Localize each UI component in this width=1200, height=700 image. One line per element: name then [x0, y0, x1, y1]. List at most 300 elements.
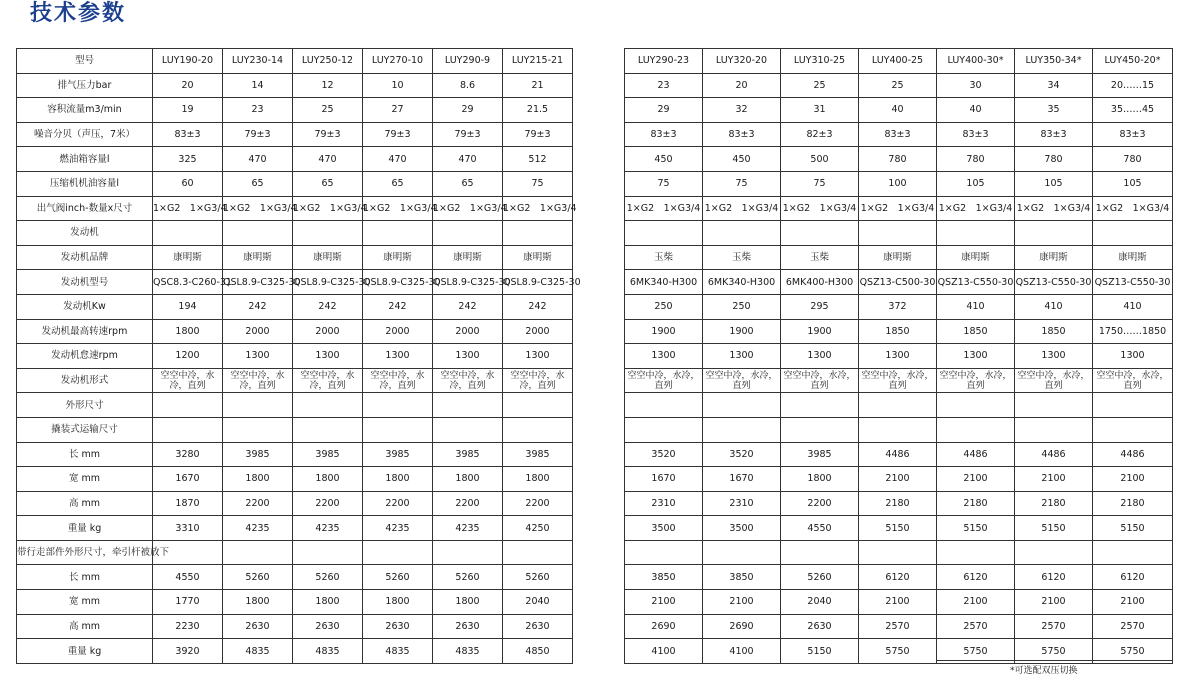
table-cell: 4235: [293, 516, 363, 541]
table-cell: [781, 221, 859, 246]
table-cell: 780: [1015, 147, 1093, 172]
model-header: LUY270-10: [363, 49, 433, 74]
table-cell: 1×G2 1×G3/4: [937, 196, 1015, 221]
table-cell: 2100: [1015, 467, 1093, 492]
table-cell: 1300: [363, 344, 433, 369]
table-cell: 1670: [703, 467, 781, 492]
table-cell: 105: [937, 171, 1015, 196]
row-label: 发动机型号: [17, 270, 153, 295]
table-cell: 6120: [937, 565, 1015, 590]
table-cell: 2200: [781, 491, 859, 516]
row-label: 外形尺寸: [17, 393, 153, 418]
table-cell: 79±3: [433, 122, 503, 147]
table-cell: 1900: [703, 319, 781, 344]
row-label: 发动机: [17, 221, 153, 246]
table-cell: 83±3: [703, 122, 781, 147]
table-row: [17, 614, 1173, 639]
table-cell: [433, 221, 503, 246]
table-cell: 2100: [937, 467, 1015, 492]
table-cell: 29: [433, 98, 503, 123]
table-cell: [223, 393, 293, 418]
table-cell: 2000: [503, 319, 573, 344]
row-label: 出气阀inch-数量x尺寸: [17, 196, 153, 221]
table-cell: [937, 417, 1015, 442]
table-cell: 2570: [859, 614, 937, 639]
table-cell: 6120: [859, 565, 937, 590]
table-cell: 5150: [1015, 516, 1093, 541]
model-header: LUY215-21: [503, 49, 573, 74]
table-cell: 23: [223, 98, 293, 123]
table-cell: 5150: [859, 516, 937, 541]
table-row: [17, 319, 1173, 344]
table-cell: 2570: [937, 614, 1015, 639]
table-cell: 105: [1015, 171, 1093, 196]
table-cell: [223, 417, 293, 442]
table-row: [17, 417, 1173, 442]
table-cell: 83±3: [153, 122, 223, 147]
row-label: 重量 kg: [17, 639, 153, 664]
table-cell: 19: [153, 98, 223, 123]
table-cell: [503, 540, 573, 565]
table-cell: 40: [937, 98, 1015, 123]
table-cell: [703, 393, 781, 418]
table-cell: [625, 417, 703, 442]
table-cell: 242: [433, 294, 503, 319]
table-row: [17, 294, 1173, 319]
table-cell: 295: [781, 294, 859, 319]
table-cell: 75: [625, 171, 703, 196]
table-cell: 5750: [937, 639, 1015, 664]
table-cell: 康明斯: [1015, 245, 1093, 270]
table-cell: [1015, 540, 1093, 565]
table-cell: [625, 393, 703, 418]
header-label: 型号: [17, 49, 153, 74]
table-cell: 1×G2 1×G3/4: [503, 196, 573, 221]
spacer-cell: [573, 540, 625, 565]
table-cell: 2200: [363, 491, 433, 516]
spacer-cell: [573, 294, 625, 319]
table-row: [17, 565, 1173, 590]
table-cell: 2180: [1015, 491, 1093, 516]
table-cell: 1750……1850: [1093, 319, 1173, 344]
table-cell: [937, 221, 1015, 246]
table-cell: 1800: [433, 467, 503, 492]
table-cell: [503, 393, 573, 418]
table-cell: 1900: [625, 319, 703, 344]
table-cell: 780: [937, 147, 1015, 172]
table-cell: 1300: [703, 344, 781, 369]
table-cell: 空空中冷，水冷，直列: [503, 368, 573, 393]
spacer-cell: [573, 221, 625, 246]
table-cell: 410: [1093, 294, 1173, 319]
table-row: [17, 590, 1173, 615]
table-cell: 2100: [937, 590, 1015, 615]
table-cell: 康明斯: [1093, 245, 1173, 270]
table-cell: 空空中冷，水冷，直列: [433, 368, 503, 393]
table-cell: 4486: [937, 442, 1015, 467]
table-cell: 1×G2 1×G3/4: [433, 196, 503, 221]
table-cell: 34: [1015, 73, 1093, 98]
table-cell: 242: [363, 294, 433, 319]
table-cell: 20……15: [1093, 73, 1173, 98]
table-cell: 2570: [1015, 614, 1093, 639]
table-cell: 25: [293, 98, 363, 123]
table-cell: 3985: [293, 442, 363, 467]
table-cell: [781, 393, 859, 418]
table-cell: 2630: [363, 614, 433, 639]
table-cell: 242: [293, 294, 363, 319]
table-row: [17, 393, 1173, 418]
table-cell: 5750: [859, 639, 937, 664]
table-row: [17, 122, 1173, 147]
row-label: 带行走部件外形尺寸，牵引杆被放下: [17, 540, 153, 565]
table-cell: 1×G2 1×G3/4: [293, 196, 363, 221]
table-cell: 194: [153, 294, 223, 319]
spec-table: [16, 48, 1173, 664]
table-cell: [363, 540, 433, 565]
table-cell: 1770: [153, 590, 223, 615]
table-cell: 空空中冷，水冷，直列: [781, 368, 859, 393]
table-cell: 康明斯: [937, 245, 1015, 270]
table-cell: 2200: [433, 491, 503, 516]
table-cell: 5260: [363, 565, 433, 590]
table-cell: 780: [1093, 147, 1173, 172]
row-label: 宽 mm: [17, 590, 153, 615]
table-cell: 242: [503, 294, 573, 319]
table-cell: 2690: [703, 614, 781, 639]
table-cell: 空空中冷，水冷，直列: [363, 368, 433, 393]
spacer-cell: [573, 171, 625, 196]
model-header: LUY230-14: [223, 49, 293, 74]
table-cell: 空空中冷，水冷，直列: [625, 368, 703, 393]
table-cell: 1850: [937, 319, 1015, 344]
table-cell: 4235: [363, 516, 433, 541]
table-cell: 4100: [625, 639, 703, 664]
table-cell: 6120: [1015, 565, 1093, 590]
table-cell: 2180: [1093, 491, 1173, 516]
model-header: LUY320-20: [703, 49, 781, 74]
table-cell: 2100: [703, 590, 781, 615]
spacer-cell: [573, 122, 625, 147]
table-cell: 29: [625, 98, 703, 123]
spacer-cell: [573, 467, 625, 492]
table-cell: 65: [363, 171, 433, 196]
spacer-cell: [573, 319, 625, 344]
table-row: [17, 196, 1173, 221]
table-cell: 40: [859, 98, 937, 123]
spacer-cell: [573, 516, 625, 541]
table-cell: [1093, 417, 1173, 442]
table-cell: 65: [433, 171, 503, 196]
table-cell: 25: [781, 73, 859, 98]
row-label: 发动机怠速rpm: [17, 344, 153, 369]
table-cell: 1300: [859, 344, 937, 369]
table-cell: 5750: [1093, 639, 1173, 664]
table-cell: 4835: [433, 639, 503, 664]
table-cell: [859, 393, 937, 418]
table-cell: 5750: [1015, 639, 1093, 664]
table-cell: QSL8.9-C325-30: [433, 270, 503, 295]
table-row: [17, 368, 1173, 393]
table-cell: 75: [781, 171, 859, 196]
table-row: [17, 98, 1173, 123]
table-cell: 1×G2 1×G3/4: [1015, 196, 1093, 221]
table-cell: 4835: [293, 639, 363, 664]
row-label: 容积流量m3/min: [17, 98, 153, 123]
spacer-cell: [573, 344, 625, 369]
spacer-cell: [573, 73, 625, 98]
table-cell: 27: [363, 98, 433, 123]
model-header: LUY400-30*: [937, 49, 1015, 74]
table-cell: 1800: [293, 467, 363, 492]
spacer-cell: [573, 614, 625, 639]
table-cell: 21.5: [503, 98, 573, 123]
table-row: [17, 467, 1173, 492]
table-cell: QSL8.9-C325-30: [503, 270, 573, 295]
table-cell: 空空中冷，水冷，直列: [293, 368, 363, 393]
model-header: LUY450-20*: [1093, 49, 1173, 74]
table-cell: 5260: [433, 565, 503, 590]
table-cell: QSC8.3-C260-31: [153, 270, 223, 295]
table-cell: [153, 417, 223, 442]
table-cell: 470: [433, 147, 503, 172]
table-cell: [1093, 221, 1173, 246]
table-cell: 1×G2 1×G3/4: [859, 196, 937, 221]
table-cell: 75: [503, 171, 573, 196]
model-header: LUY400-25: [859, 49, 937, 74]
row-label: 压缩机机油容量l: [17, 171, 153, 196]
table-cell: 1870: [153, 491, 223, 516]
row-label: 宽 mm: [17, 467, 153, 492]
table-cell: 2200: [293, 491, 363, 516]
table-cell: 1300: [433, 344, 503, 369]
table-cell: 450: [625, 147, 703, 172]
table-cell: 1670: [625, 467, 703, 492]
table-cell: [1093, 540, 1173, 565]
row-label: 长 mm: [17, 442, 153, 467]
table-cell: 空空中冷，水冷，直列: [703, 368, 781, 393]
table-cell: QSZ13-C550-30: [1093, 270, 1173, 295]
table-cell: 空空中冷，水冷，直列: [223, 368, 293, 393]
table-cell: 康明斯: [293, 245, 363, 270]
table-cell: [937, 540, 1015, 565]
table-cell: 1800: [363, 590, 433, 615]
table-cell: 23: [625, 73, 703, 98]
table-cell: 6MK400-H300: [781, 270, 859, 295]
table-cell: 3520: [625, 442, 703, 467]
table-cell: 2570: [1093, 614, 1173, 639]
table-cell: [1015, 221, 1093, 246]
model-header: LUY290-9: [433, 49, 503, 74]
row-label: 排气压力bar: [17, 73, 153, 98]
table-cell: 3500: [703, 516, 781, 541]
table-row: [17, 516, 1173, 541]
table-cell: QSL8.9-C325-30: [223, 270, 293, 295]
table-cell: [859, 221, 937, 246]
table-cell: 1800: [223, 467, 293, 492]
table-cell: 2000: [433, 319, 503, 344]
table-cell: 79±3: [293, 122, 363, 147]
table-cell: 5260: [503, 565, 573, 590]
table-cell: 10: [363, 73, 433, 98]
table-cell: 3310: [153, 516, 223, 541]
table-cell: 4250: [503, 516, 573, 541]
table-cell: 2000: [293, 319, 363, 344]
table-cell: 32: [703, 98, 781, 123]
table-cell: 20: [153, 73, 223, 98]
table-cell: 2630: [293, 614, 363, 639]
table-cell: 4850: [503, 639, 573, 664]
table-cell: 4835: [363, 639, 433, 664]
table-cell: 空空中冷，水冷，直列: [1015, 368, 1093, 393]
table-cell: 1800: [781, 467, 859, 492]
table-cell: [363, 393, 433, 418]
table-cell: 3520: [703, 442, 781, 467]
table-cell: 6MK340-H300: [703, 270, 781, 295]
table-cell: 83±3: [1093, 122, 1173, 147]
footnote-rule: [936, 660, 1172, 661]
table-cell: [703, 540, 781, 565]
header-row: [17, 49, 1173, 74]
table-cell: 1300: [293, 344, 363, 369]
table-cell: 1850: [1015, 319, 1093, 344]
table-cell: 2040: [781, 590, 859, 615]
table-cell: [503, 417, 573, 442]
table-cell: 2200: [503, 491, 573, 516]
table-cell: 2100: [859, 467, 937, 492]
table-cell: QSZ13-C500-30: [859, 270, 937, 295]
spacer-cell: [573, 147, 625, 172]
table-cell: 2630: [433, 614, 503, 639]
spacer-cell: [573, 245, 625, 270]
table-cell: 242: [223, 294, 293, 319]
table-cell: [1015, 393, 1093, 418]
table-cell: 1900: [781, 319, 859, 344]
table-cell: 1300: [223, 344, 293, 369]
table-cell: 1×G2 1×G3/4: [703, 196, 781, 221]
table-cell: 2040: [503, 590, 573, 615]
table-cell: [1093, 393, 1173, 418]
table-cell: 780: [859, 147, 937, 172]
table-cell: 83±3: [1015, 122, 1093, 147]
page-title: 技术参数: [30, 1, 127, 26]
table-cell: 250: [625, 294, 703, 319]
table-cell: 2000: [223, 319, 293, 344]
table-cell: 410: [937, 294, 1015, 319]
table-cell: 1×G2 1×G3/4: [1093, 196, 1173, 221]
table-cell: 1850: [859, 319, 937, 344]
table-cell: [153, 221, 223, 246]
table-cell: 1×G2 1×G3/4: [223, 196, 293, 221]
table-cell: 65: [223, 171, 293, 196]
table-cell: 3920: [153, 639, 223, 664]
table-cell: 79±3: [503, 122, 573, 147]
table-cell: 2230: [153, 614, 223, 639]
table-cell: QSZ13-C550-30: [1015, 270, 1093, 295]
spacer-cell: [573, 491, 625, 516]
spec-table-body: [17, 49, 1173, 664]
table-cell: 410: [1015, 294, 1093, 319]
table-cell: [433, 540, 503, 565]
table-cell: 2180: [859, 491, 937, 516]
table-row: [17, 73, 1173, 98]
table-cell: 4235: [223, 516, 293, 541]
table-cell: 30: [937, 73, 1015, 98]
table-cell: 3985: [223, 442, 293, 467]
table-cell: [433, 393, 503, 418]
table-cell: 1300: [1015, 344, 1093, 369]
table-cell: 4835: [223, 639, 293, 664]
table-cell: 25: [859, 73, 937, 98]
table-row: [17, 245, 1173, 270]
spacer-cell: [573, 590, 625, 615]
table-cell: 470: [223, 147, 293, 172]
spacer-cell: [573, 49, 625, 74]
row-label: 高 mm: [17, 614, 153, 639]
table-cell: 3985: [503, 442, 573, 467]
table-cell: 1×G2 1×G3/4: [781, 196, 859, 221]
table-cell: 康明斯: [503, 245, 573, 270]
table-cell: [293, 393, 363, 418]
table-cell: [703, 417, 781, 442]
row-label: 发动机最高转速rpm: [17, 319, 153, 344]
table-cell: 1×G2 1×G3/4: [153, 196, 223, 221]
spacer-cell: [573, 98, 625, 123]
spacer-cell: [573, 196, 625, 221]
table-cell: 1×G2 1×G3/4: [363, 196, 433, 221]
row-label: 发动机Kw: [17, 294, 153, 319]
table-cell: [937, 393, 1015, 418]
table-cell: [293, 540, 363, 565]
table-cell: 12: [293, 73, 363, 98]
table-cell: 康明斯: [859, 245, 937, 270]
table-cell: 4235: [433, 516, 503, 541]
table-cell: 1800: [433, 590, 503, 615]
table-cell: [625, 221, 703, 246]
table-cell: 空空中冷，水冷，直列: [937, 368, 1015, 393]
table-cell: 3280: [153, 442, 223, 467]
table-cell: 4550: [781, 516, 859, 541]
table-cell: 82±3: [781, 122, 859, 147]
table-cell: 2630: [781, 614, 859, 639]
table-cell: 3850: [703, 565, 781, 590]
row-label: 噪音分贝（声压，7米）: [17, 122, 153, 147]
table-cell: 3985: [781, 442, 859, 467]
table-cell: 21: [503, 73, 573, 98]
model-header: LUY350-34*: [1015, 49, 1093, 74]
table-cell: [363, 221, 433, 246]
table-cell: 372: [859, 294, 937, 319]
table-cell: QSL8.9-C325-30: [293, 270, 363, 295]
table-cell: 2000: [363, 319, 433, 344]
table-cell: 8.6: [433, 73, 503, 98]
table-cell: 60: [153, 171, 223, 196]
table-cell: [153, 393, 223, 418]
spacer-cell: [573, 393, 625, 418]
table-cell: [781, 540, 859, 565]
table-cell: 5260: [293, 565, 363, 590]
row-label: 发动机品牌: [17, 245, 153, 270]
model-header: LUY250-12: [293, 49, 363, 74]
model-header: LUY190-20: [153, 49, 223, 74]
table-row: [17, 147, 1173, 172]
table-cell: [433, 417, 503, 442]
table-cell: [781, 417, 859, 442]
table-cell: 512: [503, 147, 573, 172]
table-cell: 2100: [1093, 467, 1173, 492]
table-cell: 康明斯: [433, 245, 503, 270]
table-cell: [625, 540, 703, 565]
